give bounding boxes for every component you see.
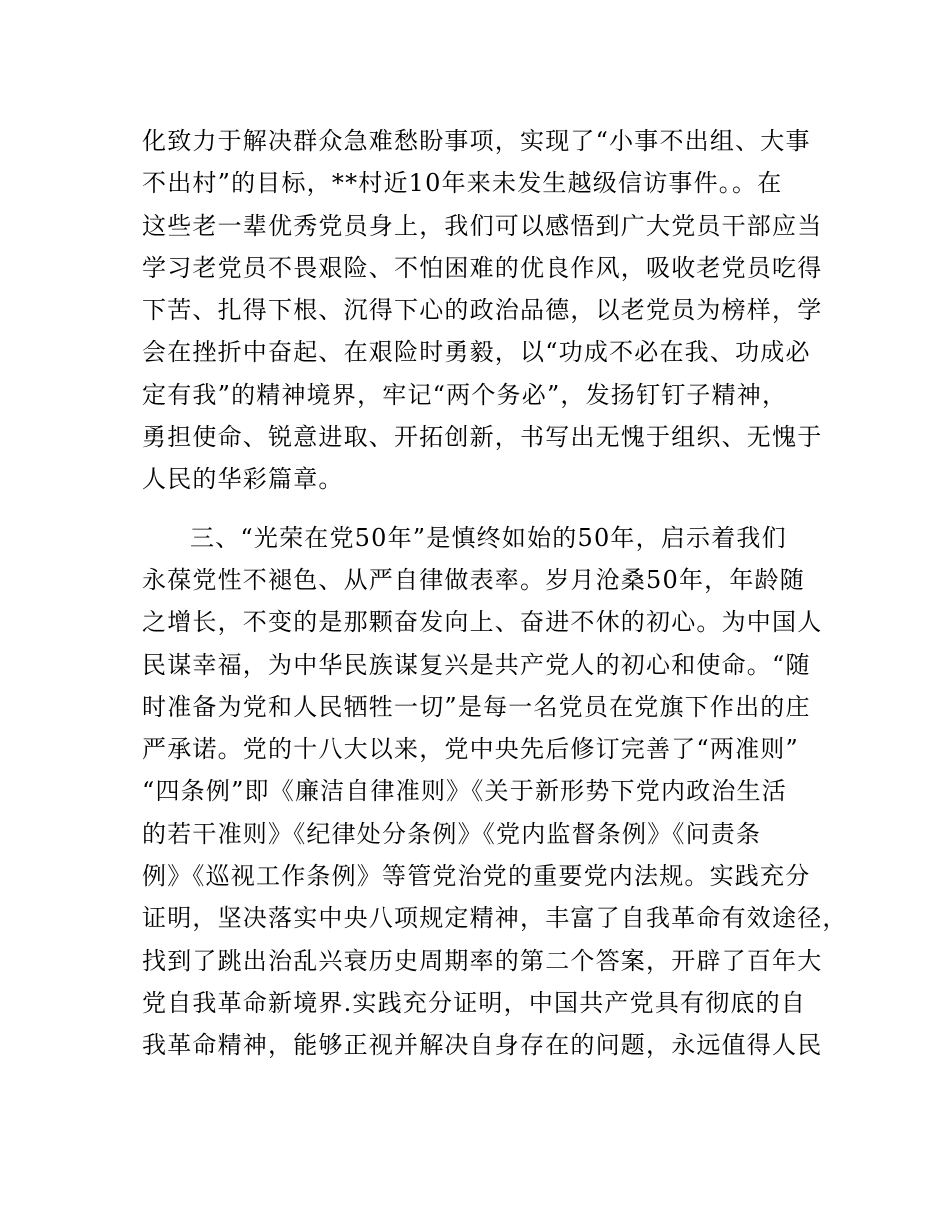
- text-line: 定有我”的精神境界，牢记“两个务必”，发扬钉钉子精神，: [142, 380, 788, 409]
- text-line: 证明，坚决落实中央八项规定精神，丰富了自我革命有效途径，: [142, 904, 848, 933]
- text-line: 化致力于解决群众急难愁盼事项，实现了“小事不出组、大事: [142, 127, 811, 155]
- text-line: 例》《巡视工作条例》等管党治党的重要党内法规。实践充分: [142, 862, 811, 891]
- text-line: 的若干准则》《纪律处分条例》《党内监督条例》《问责条: [142, 819, 762, 848]
- text-line: 我革命精神，能够正视并解决自身存在的问题，永远值得人民: [142, 1031, 823, 1060]
- text-line: 三、“光荣在党50年”是慎终如始的50年，启示着我们: [190, 523, 787, 552]
- text-line: 永葆党性不褪色、从严自律做表率。岁月沧桑50年，年龄随: [142, 565, 805, 594]
- text-line: 党自我革命新境界.实践充分证明，中国共产党具有彻底的自: [142, 988, 807, 1017]
- text-line: 这些老一辈优秀党员身上，我们可以感悟到广大党员干部应当: [142, 211, 823, 240]
- text-line: 严承诺。党的十八大以来，党中央先后修订完善了“两准则”: [142, 735, 799, 764]
- text-line: 之增长，不变的是那颗奋发向上、奋进不休的初心。为中国人: [142, 608, 823, 637]
- text-line: 找到了跳出治乱兴衰历史周期率的第二个答案，开辟了百年大: [142, 946, 823, 975]
- text-line: 下苦、扎得下根、沉得下心的政治品德，以老党员为榜样，学: [142, 296, 823, 325]
- paragraph-1: [142, 120, 822, 501]
- text-line: 民谋幸福，为中华民族谋复兴是共产党人的初心和使命。“随: [142, 650, 811, 679]
- text-line: 人民的华彩篇章。: [142, 465, 344, 494]
- text-line: 学习老党员不畏艰险、不怕困难的优良作风，吸收老党员吃得: [142, 253, 823, 282]
- text-line: 不出村”的目标，**村近10年来未发生越级信访事件。。在: [142, 169, 783, 198]
- paragraph-spacer: [142, 501, 822, 517]
- paragraph-2: [142, 517, 848, 1067]
- text-line: “四条例”即《廉洁自律准则》《关于新形势下党内政治生活: [142, 777, 787, 806]
- text-line: 时准备为党和人民牺牲一切”是每一名党员在党旗下作出的庄: [142, 692, 811, 721]
- text-line: 勇担使命、锐意进取、开拓创新，书写出无愧于组织、无愧于: [142, 423, 823, 452]
- text-line: 会在挫折中奋起、在艰险时勇毅，以“功成不必在我、功成必: [142, 338, 811, 367]
- document-body: [142, 120, 848, 1067]
